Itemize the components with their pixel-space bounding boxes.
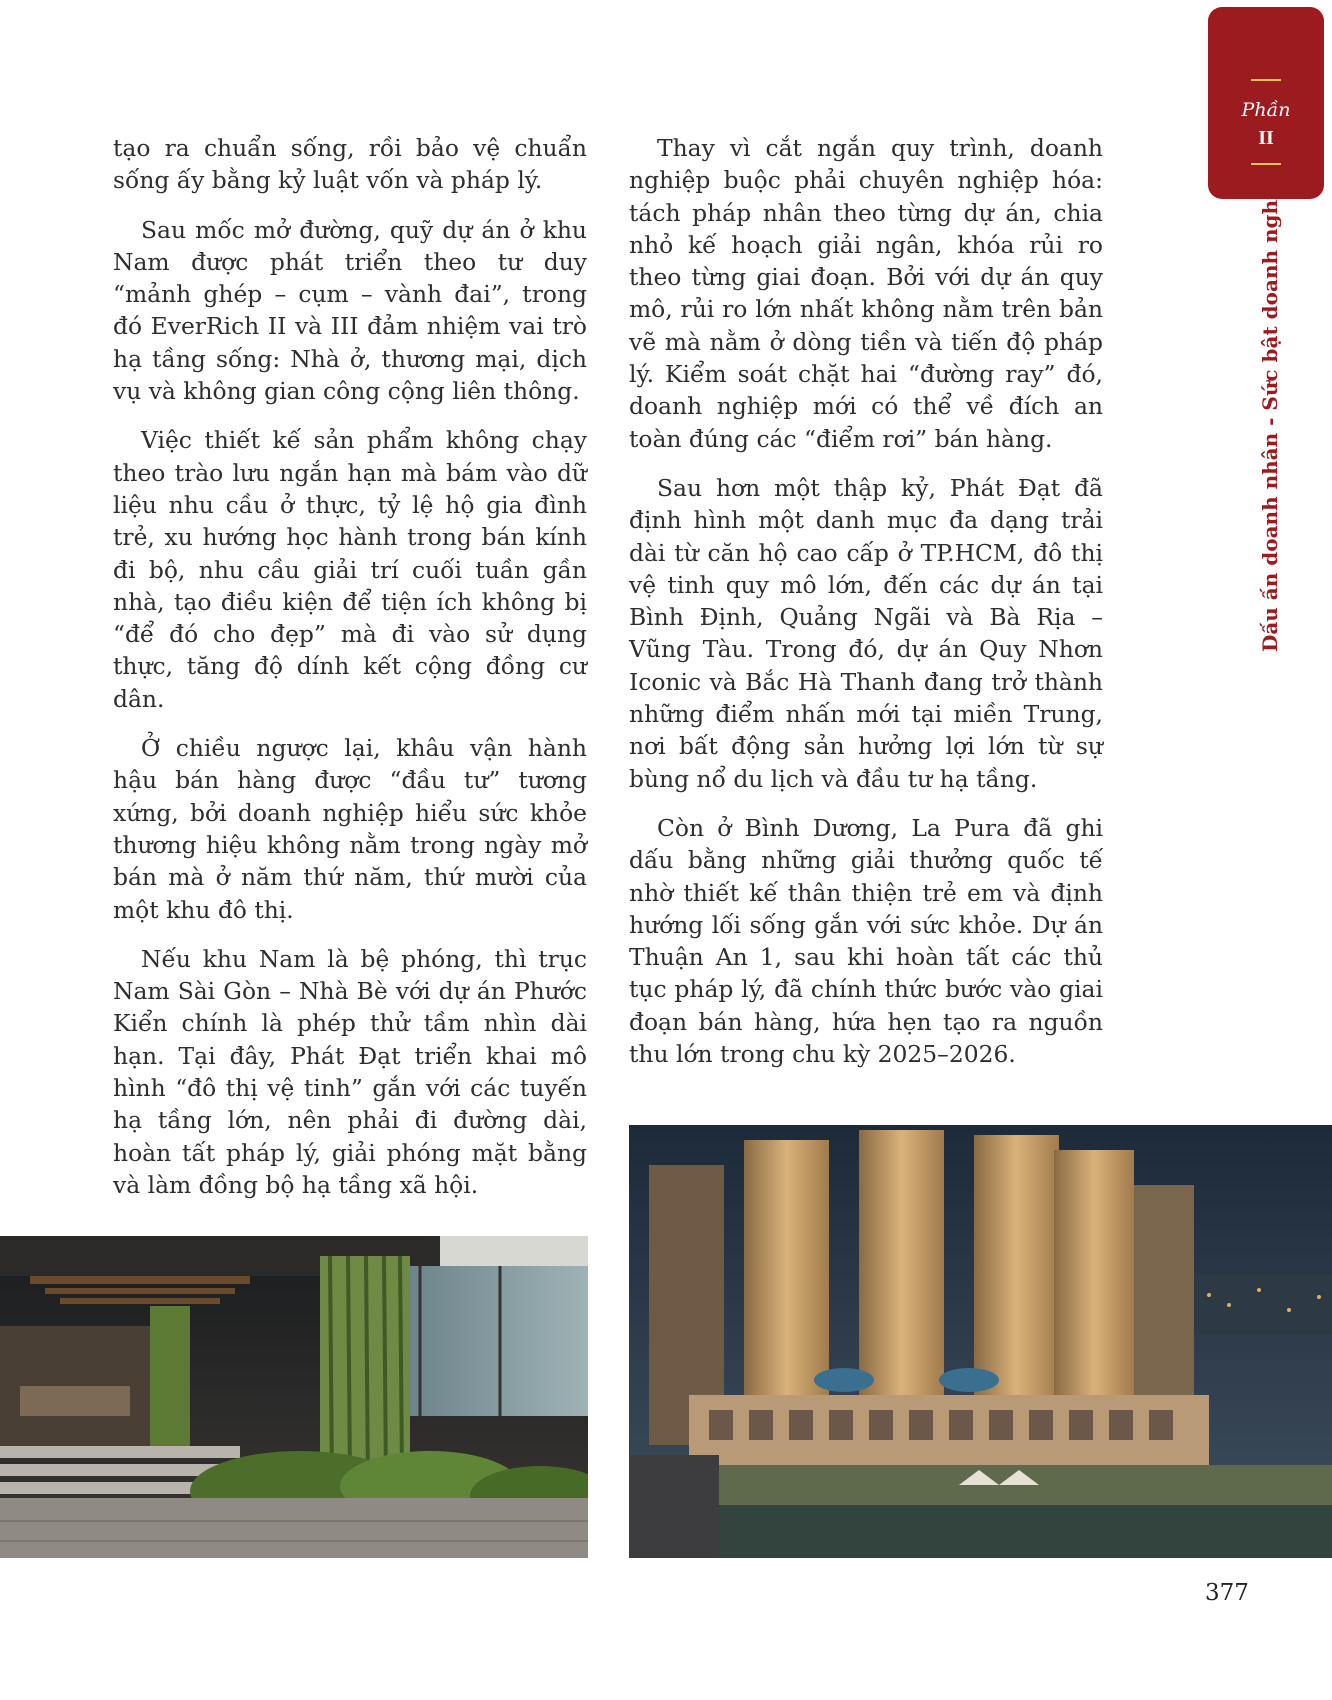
towers-night-illustration — [629, 1125, 1332, 1558]
paragraph: Sau hơn một thập kỷ, Phát Đạt đã định hình một danh mục đa dạng trải dài từ căn hộ cao cấp ở TP.HCM, đô thị vệ tinh quy mô lớn, đến các dự án tại Bình Định, Quảng Ngãi và Bà Rịa – Vũng Tàu. Trong đó, dự án Quy Nhơn Iconic và Bắc Hà Thanh đang trở thành những điểm nhấn mới tại miền Trung, nơi bất động sản hưởng lợi lớn từ sự bùng nổ du lịch và đầu tư hạ tầng. — [629, 473, 1103, 793]
paragraph: Nếu khu Nam là bệ phóng, thì trục Nam Sài Gòn – Nhà Bè với dự án Phước Kiển chính là phép thử tầm nhìn dài hạn. Tại đây, Phát Đạt triển khai mô hình “đô thị vệ tinh” gắn với các tuyến hạ tầng lớn, nên phải đi đường dài, hoàn tất pháp lý, giải phóng mặt bằng và làm đồng bộ hạ tầng xã hội. — [113, 944, 587, 1199]
side-section-title: Dấu ấn doanh nhân - Sức bật doanh nghiệp — [1258, 165, 1282, 652]
right-text-column — [629, 132, 1103, 1087]
paragraph: Còn ở Bình Dương, La Pura đã ghi dấu bằng những giải thưởng quốc tế nhờ thiết kế thân thiện trẻ em và định hướng lối sống gắn với sức khỏe. Dự án Thuận An 1, sau khi hoàn tất các thủ tục pháp lý, đã chính thức bước vào giai đoạn bán hàng, hứa hẹn tạo ra nguồn thu lớn trong chu kỳ 2025–2026. — [629, 813, 1103, 1069]
paragraph: Việc thiết kế sản phẩm không chạy theo trào lưu ngắn hạn mà bám vào dữ liệu nhu cầu ở thực, tỷ lệ hộ gia đình trẻ, xu hướng học hành trong bán kính đi bộ, nhu cầu giải trí cuối tuần gần nhà, tạo điều kiện để tiện ích không bị “để đó cho đẹp” mà đi vào sử dụng thực, tăng độ dính kết cộng đồng cư dân. — [113, 426, 587, 713]
page-number: 377 — [1205, 1580, 1249, 1606]
towers-night-photo — [629, 1125, 1332, 1558]
paragraph: Ở chiều ngược lại, khâu vận hành hậu bán hàng được “đầu tư” tương xứng, bởi doanh nghiệp hiểu sức khỏe thương hiệu không nằm trong ngày mở bán mà ở năm thứ năm, thứ mười của một khu đô thị. — [113, 734, 587, 924]
tab-divider-top — [1251, 79, 1281, 81]
paragraph: Sau mốc mở đường, quỹ dự án ở khu Nam được phát triển theo tư duy “mảnh ghép – cụm – vành đai”, trong đó EverRich II và III đảm nhiệm vai trò hạ tầng sống: Nhà ở, thương mại, dịch vụ và không gian công cộng liên thông. — [113, 215, 587, 406]
left-text-column — [113, 132, 587, 1218]
chapter-numeral: II — [1258, 127, 1274, 149]
garden-lobby-illustration — [0, 1236, 588, 1558]
paragraph: Thay vì cắt ngắn quy trình, doanh nghiệp buộc phải chuyên nghiệp hóa: tách pháp nhân theo từng dự án, chia nhỏ kế hoạch giải ngân, khóa rủi ro theo từng giai đoạn. Bởi với dự án quy mô, rủi ro lớn nhất không nằm trên bản vẽ mà nằm ở dòng tiền và tiến độ pháp lý. Kiểm soát chặt hai “đường ray” đó, doanh nghiệp mới có thể về đích an toàn đúng các “điểm rơi” bán hàng. — [629, 134, 1103, 453]
chapter-word: Phần — [1241, 99, 1291, 121]
garden-lobby-photo — [0, 1236, 588, 1558]
paragraph: tạo ra chuẩn sống, rồi bảo vệ chuẩn sống ấy bằng kỷ luật vốn và pháp lý. — [113, 134, 587, 195]
